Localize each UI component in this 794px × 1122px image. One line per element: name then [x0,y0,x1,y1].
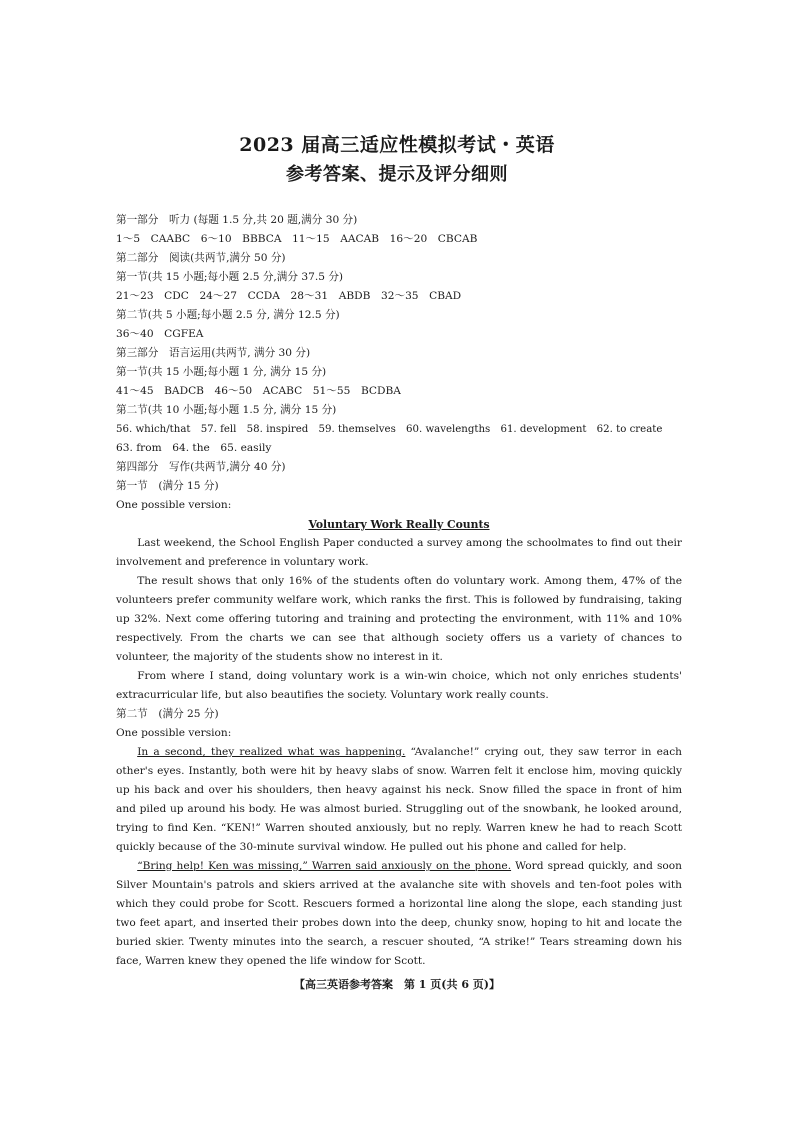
essay1-paragraph-3: From where I stand, doing voluntary work is a win-win choice, which not only enriches students' extracurricular life, but also beautifies the society. Voluntary work really counts. [116,670,682,701]
page-footer: 【高三英语参考答案 第 1 页(共 6 页)】 [293,978,501,991]
essay2-paragraph-2 [116,857,682,971]
essay1-intro: One possible version: [116,499,232,511]
part1-answers: 1～5 CAABC 6～10 BBBCA 11～15 AACAB 16～20 CBCAB [116,233,478,245]
essay2-paragraph-2-text: Word spread quickly, and soon Silver Mountain's patrols and skiers arrived at the avalanche site with shovels and ten-foot poles with which they could probe for Scott. Rescuers formed a horizontal line along the slope, each standing just two feet apart, and inserted their probes down into the deep, chunky snow, hoping to hit and locate the buried skier. Twenty minutes into the search, a rescuer shouted, “A strike!” Tears streaming down his face, Warren knew they opened the life window for Scott. [116,860,682,967]
essay2-paragraph-1-opening: In a second, they realized what was happening. [137,746,406,758]
part2-section2-answers: 36～40 CGFEA [116,328,204,340]
essay2-paragraph-1-text: “Avalanche!” crying out, they saw terror in each other's eyes. Instantly, both were hit by heavy slabs of snow. Warren felt it enclose him, moving quickly up his back and over his shoulders, then heavy against his neck. Snow filled the space in front of him and piled up around his body. He was almost buried. Struggling out of the snowbank, he looked around, trying to find Ken. “KEN!” Warren shouted anxiously, but no reply. Warren knew he had to reach Scott quickly because of the 30-minute survival window. He pulled out his phone and called for help. [116,746,682,853]
essay2-paragraph-2-opening: “Bring help! Ken was missing,” Warren said anxiously on the phone. [137,860,512,872]
part2-section1-answers: 21～23 CDC 24～27 CCDA 28～31 ABDB 32～35 CBAD [116,290,462,302]
part2-section2-heading: 第二节(共 5 小题;每小题 2.5 分, 满分 12.5 分) [116,309,340,321]
essay1-paragraph-2: The result shows that only 16% of the students often do voluntary work. Among them, 47% of the volunteers prefer community welfare work, which ranks the first. This is followed by fundraising, taking up 32%. Next come offering tutoring and training and protecting the environment, with 11% and 10% respectively. From the charts we can see that although society offers us a variety of chances to volunteer, the majority of the students show no interest in it. [116,575,682,663]
part2-section1-heading: 第一节(共 15 小题;每小题 2.5 分,满分 37.5 分) [116,271,344,283]
essay1-title: Voluntary Work Really Counts [308,518,490,531]
essay2-paragraph-1 [116,743,682,857]
part3-section1-answers: 41～45 BADCB 46～50 ACABC 51～55 BCDBA [116,385,401,397]
part4-heading: 第四部分 写作(共两节,满分 40 分) [116,461,286,473]
page-title: 2023 届高三适应性模拟考试・英语 [239,134,555,156]
part3-section1-heading: 第一节(共 15 小题;每小题 1 分, 满分 15 分) [116,366,327,378]
part3-section2-answers-line1: 56. which/that 57. fell 58. inspired 59. themselves 60. wavelengths 61. development 62. to create [116,424,663,435]
part1-heading: 第一部分 听力 (每题 1.5 分,共 20 题,满分 30 分) [116,214,358,226]
page-subtitle: 参考答案、提示及评分细则 [286,164,508,185]
part4-section1-heading: 第一节 (满分 15 分) [116,480,219,492]
part3-heading: 第三部分 语言运用(共两节, 满分 30 分) [116,347,311,359]
document-body [116,211,682,971]
part3-section2-heading: 第二节(共 10 小题;每小题 1.5 分, 满分 15 分) [116,404,337,416]
essay2-intro: One possible version: [116,727,232,739]
part2-heading: 第二部分 阅读(共两节,满分 50 分) [116,252,286,264]
essay1-paragraph-1: Last weekend, the School English Paper conducted a survey among the schoolmates to find out their involvement and preference in voluntary work. [116,537,682,568]
part4-section2-heading: 第二节 (满分 25 分) [116,708,219,720]
part3-section2-answers-line2: 63. from 64. the 65. easily [116,442,272,454]
